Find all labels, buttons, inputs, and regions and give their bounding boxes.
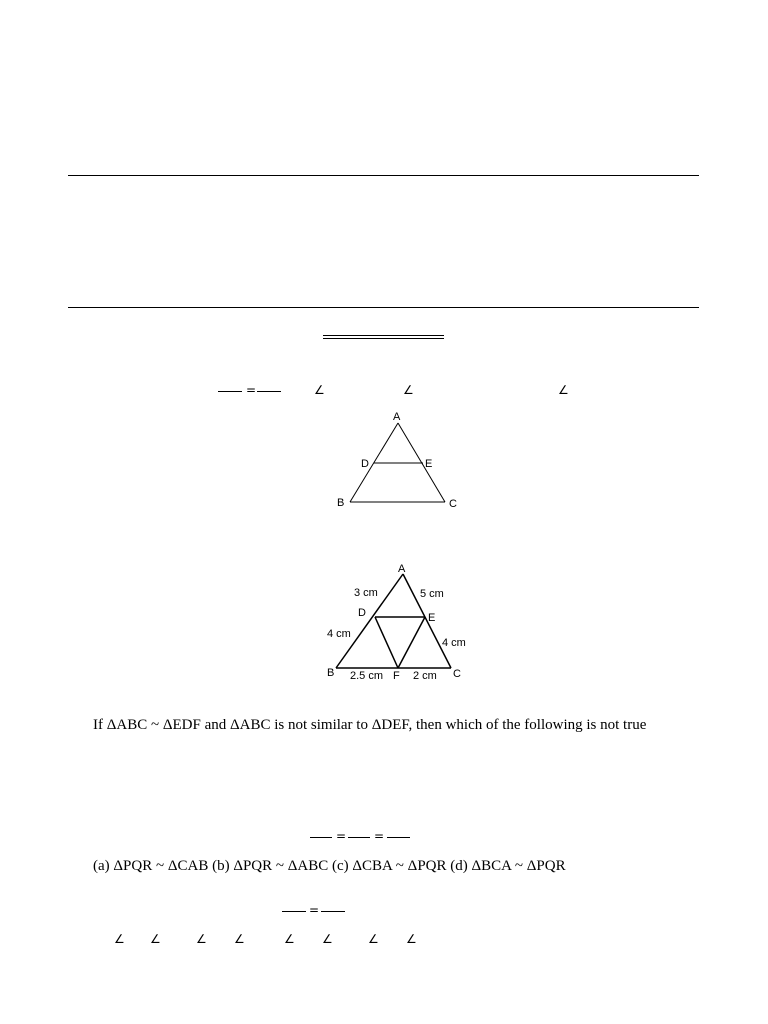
equals-sign: =: [246, 383, 257, 397]
angle-symbol: ∠: [322, 932, 333, 946]
angle-symbol: ∠: [314, 383, 325, 397]
angle-symbol: ∠: [114, 932, 125, 946]
divider-bottom: [68, 307, 699, 308]
fraction-bar: [310, 837, 332, 838]
vertex-label-e: E: [425, 458, 433, 470]
angle-symbol: ∠: [403, 383, 414, 397]
triangle-figure-2: [320, 560, 480, 685]
length-label-fc: 2 cm: [413, 670, 437, 682]
angle-symbol: ∠: [558, 383, 569, 397]
segment-ef: [398, 617, 425, 668]
fraction-bar: [348, 837, 370, 838]
vertex-label-b: B: [337, 497, 345, 509]
title-underline: [323, 335, 444, 339]
vertex-label-d: D: [358, 607, 366, 619]
angle-symbol: ∠: [196, 932, 207, 946]
length-label-ae: 5 cm: [420, 588, 444, 600]
angle-symbol: ∠: [368, 932, 379, 946]
length-label-ec: 4 cm: [442, 637, 466, 649]
fraction-bar: [218, 391, 242, 392]
angle-symbol: ∠: [284, 932, 295, 946]
vertex-label-c: C: [449, 498, 457, 510]
length-label-bf: 2.5 cm: [350, 670, 384, 682]
equals-sign: =: [336, 829, 347, 843]
vertex-label-f: F: [393, 670, 400, 682]
length-label-ad: 3 cm: [354, 587, 378, 599]
angle-symbol: ∠: [406, 932, 417, 946]
answer-options: (a) ΔPQR ~ ΔCAB (b) ΔPQR ~ ΔABC (c) ΔCBA ~ ΔPQR (d) ΔBCA ~ ΔPQR: [93, 858, 566, 874]
vertex-label-e: E: [428, 612, 436, 624]
fraction-bar: [321, 911, 345, 912]
segment-df: [375, 617, 398, 668]
vertex-label-c: C: [453, 668, 461, 680]
equals-sign: =: [309, 903, 320, 917]
triangle-figure-1: [330, 405, 470, 517]
vertex-label-a: A: [393, 411, 401, 423]
fraction-bar: [257, 391, 281, 392]
equals-sign: =: [374, 829, 385, 843]
vertex-label-a: A: [398, 563, 406, 575]
vertex-label-b: B: [327, 667, 335, 679]
angle-symbol: ∠: [234, 932, 245, 946]
length-label-db: 4 cm: [327, 628, 351, 640]
fraction-bar: [282, 911, 306, 912]
fraction-bar: [387, 837, 410, 838]
question-text: If ΔABC ~ ΔEDF and ΔABC is not similar to ΔDEF, then which of the following is not true: [93, 717, 647, 733]
angle-symbol: ∠: [150, 932, 161, 946]
divider-top: [68, 175, 699, 176]
vertex-label-d: D: [361, 458, 369, 470]
